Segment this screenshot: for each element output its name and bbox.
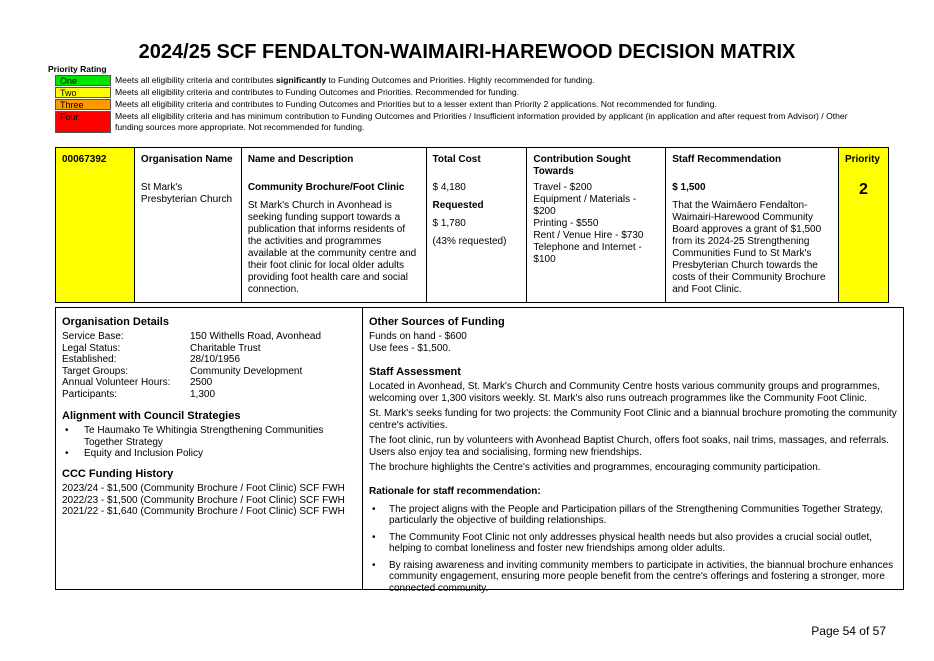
requested-label: Requested bbox=[432, 200, 484, 211]
requested-percent: (43% requested) bbox=[432, 236, 507, 247]
priority-legend-three bbox=[55, 99, 717, 110]
page-number: Page 54 of 57 bbox=[811, 624, 886, 638]
organisation-details-heading: Organisation Details bbox=[62, 316, 169, 328]
priority-legend-one bbox=[55, 75, 595, 86]
assessment-paragraph: The brochure highlights the Centre's activities and programmes, encouraging community participation. bbox=[369, 462, 821, 474]
detail-row bbox=[62, 343, 356, 355]
contribution-header: Contribution Sought Towards bbox=[533, 154, 631, 177]
priority-swatch-four: Four bbox=[55, 111, 111, 133]
detail-label: Target Groups: bbox=[62, 365, 129, 377]
priority-rating-heading: Priority Rating bbox=[48, 64, 107, 74]
organisation-name: St Mark's Presbyterian Church bbox=[140, 182, 233, 205]
detail-label: Participants: bbox=[62, 388, 118, 400]
alignment-item: • Equity and Inclusion Policy bbox=[62, 448, 356, 460]
detail-value: 28/10/1956 bbox=[190, 354, 241, 366]
name-description-cell bbox=[241, 148, 426, 303]
detail-label: Service Base: bbox=[62, 331, 124, 343]
detail-row bbox=[62, 331, 356, 343]
application-table bbox=[55, 147, 889, 303]
recommended-amount: $ 1,500 bbox=[672, 182, 706, 193]
recommendation-text: That the Waimāero Fendalton-Waimairi-Harewood Community Board approves a grant of $1,500 from its 2024-25 Strengthening Communities Fund to St Mark's Presbyterian Church towards the costs of their Community Brochure and Foot Clinic. bbox=[672, 200, 826, 295]
alignment-list bbox=[62, 425, 356, 460]
detail-row bbox=[62, 354, 356, 366]
priority-swatch-two: Two bbox=[55, 87, 111, 98]
priority-legend-two bbox=[55, 87, 520, 98]
funding-history-item: 2021/22 - $1,640 (Community Brochure / Foot Clinic) SCF FWH bbox=[62, 506, 345, 518]
detail-label: Legal Status: bbox=[62, 342, 121, 354]
alignment-heading: Alignment with Council Strategies bbox=[62, 410, 241, 423]
detail-row bbox=[62, 377, 356, 389]
page-title: 2024/25 SCF FENDALTON-WAIMAIRI-HAREWOOD DECISION MATRIX bbox=[138, 41, 796, 63]
rationale-item: • By raising awareness and inviting community members to participate in activities, the biannual brochure enhances community engagement, ensuring more people benefit from the centre's offerings and fostering a stronger, more connected community. bbox=[369, 560, 897, 595]
application-row bbox=[56, 148, 889, 303]
rationale-item: • The project aligns with the People and Participation pillars of the Strengthening Communities Together Strategy, particularly the objective of building relationships. bbox=[369, 504, 897, 527]
contribution-item: Printing - $550 bbox=[533, 218, 599, 229]
assessment-paragraph: St. Mark's seeks funding for two projects: the Community Foot Clinic and a biannual brochure promoting the community centre's activities. bbox=[369, 408, 897, 431]
detail-label: Established: bbox=[62, 354, 117, 366]
total-cost-value: $ 4,180 bbox=[432, 182, 466, 193]
staff-recommendation-cell bbox=[666, 148, 839, 303]
contribution-item: Equipment / Materials - $200 bbox=[533, 194, 637, 217]
total-cost-cell bbox=[426, 148, 527, 303]
detail-value: 2500 bbox=[190, 377, 213, 389]
detail-value: 1,300 bbox=[190, 388, 216, 400]
funding-history-item: 2022/23 - $1,500 (Community Brochure / Foot Clinic) SCF FWH bbox=[62, 494, 345, 506]
priority-desc-one: Meets all eligibility criteria and contributes significantly to Funding Outcomes and Priorities. Highly recommended for funding. bbox=[115, 75, 595, 85]
project-description: St Mark's Church in Avonhead is seeking funding support towards a publication that informs residents of the activities and programmes available at the community centre and their foot clinic for local older adults providing foot health care and social connection. bbox=[247, 200, 417, 295]
priority-header: Priority bbox=[844, 154, 880, 165]
priority-desc-four: Meets all eligibility criteria and has minimum contribution to Funding Outcomes and Priorities / Insufficient information provided by applicant (in application and after request from Advisor) / Other funding sources more appropriate. Not recommended for funding. bbox=[115, 111, 848, 132]
assessment-paragraph: The foot clinic, run by volunteers with Avonhead Baptist Church, offers foot soaks, nail trims, massages, and referrals. Users also enjoy tea and socialising, forming new friendships. bbox=[369, 435, 889, 458]
requested-amount: $ 1,780 bbox=[432, 218, 466, 229]
contribution-cell bbox=[527, 148, 666, 303]
priority-value: 2 bbox=[859, 181, 868, 198]
rationale-list bbox=[369, 504, 897, 595]
organisation-header: Organisation Name bbox=[140, 154, 233, 165]
funding-history-heading: CCC Funding History bbox=[62, 467, 174, 480]
application-id-cell bbox=[56, 148, 135, 303]
staff-recommendation-header: Staff Recommendation bbox=[672, 154, 782, 165]
staff-assessment-heading: Staff Assessment bbox=[369, 366, 461, 379]
details-right-column bbox=[363, 308, 903, 594]
detail-value: Community Development bbox=[190, 365, 303, 377]
detail-row bbox=[62, 366, 356, 378]
funding-history-item: 2023/24 - $1,500 (Community Brochure / Foot Clinic) SCF FWH bbox=[62, 483, 345, 495]
other-funding-heading: Other Sources of Funding bbox=[369, 316, 505, 328]
contribution-item: Travel - $200 bbox=[533, 182, 592, 193]
priority-desc-three: Meets all eligibility criteria and contributes to Funding Outcomes and Priorities but to a lesser extent than Priority 2 applications. Not recommended for funding. bbox=[115, 99, 717, 109]
project-name: Community Brochure/Foot Clinic bbox=[247, 182, 405, 193]
contribution-item: Rent / Venue Hire - $730 bbox=[533, 230, 644, 241]
contribution-item: Telephone and Internet - $100 bbox=[533, 242, 642, 265]
priority-swatch-one: One bbox=[55, 75, 111, 86]
rationale-item: • The Community Foot Clinic not only addresses physical health needs but also provides a crucial social outlet, helping to combat loneliness and foster new friendships among older adults. bbox=[369, 532, 897, 555]
application-id: 00067392 bbox=[62, 154, 107, 165]
rationale-heading: Rationale for staff recommendation: bbox=[369, 485, 541, 497]
detail-value: 150 Withells Road, Avonhead bbox=[190, 331, 322, 343]
detail-value: Charitable Trust bbox=[190, 342, 261, 354]
details-section bbox=[55, 307, 904, 594]
alignment-item: • Te Haumako Te Whitingia Strengthening Communities Together Strategy bbox=[62, 425, 356, 448]
detail-row bbox=[62, 389, 356, 401]
priority-swatch-three: Three bbox=[55, 99, 111, 110]
priority-legend-four bbox=[55, 111, 848, 133]
other-funding-item: Use fees - $1,500. bbox=[369, 342, 451, 354]
assessment-paragraph: Located in Avonhead, St. Mark's Church and Community Centre hosts various community groups and programmes, welcoming over 1,300 visitors weekly. St. Mark's also runs outreach programmes like the Community Foot Clinic. bbox=[369, 381, 880, 404]
name-description-header: Name and Description bbox=[247, 154, 354, 165]
other-funding-item: Funds on hand - $600 bbox=[369, 331, 467, 343]
priority-desc-two: Meets all eligibility criteria and contributes to Funding Outcomes and Priorities. Recommended for funding. bbox=[115, 87, 520, 97]
detail-label: Annual Volunteer Hours: bbox=[62, 377, 171, 389]
organisation-cell bbox=[134, 148, 241, 303]
total-cost-header: Total Cost bbox=[432, 154, 481, 165]
priority-cell bbox=[838, 148, 888, 303]
details-left-column bbox=[56, 308, 363, 589]
